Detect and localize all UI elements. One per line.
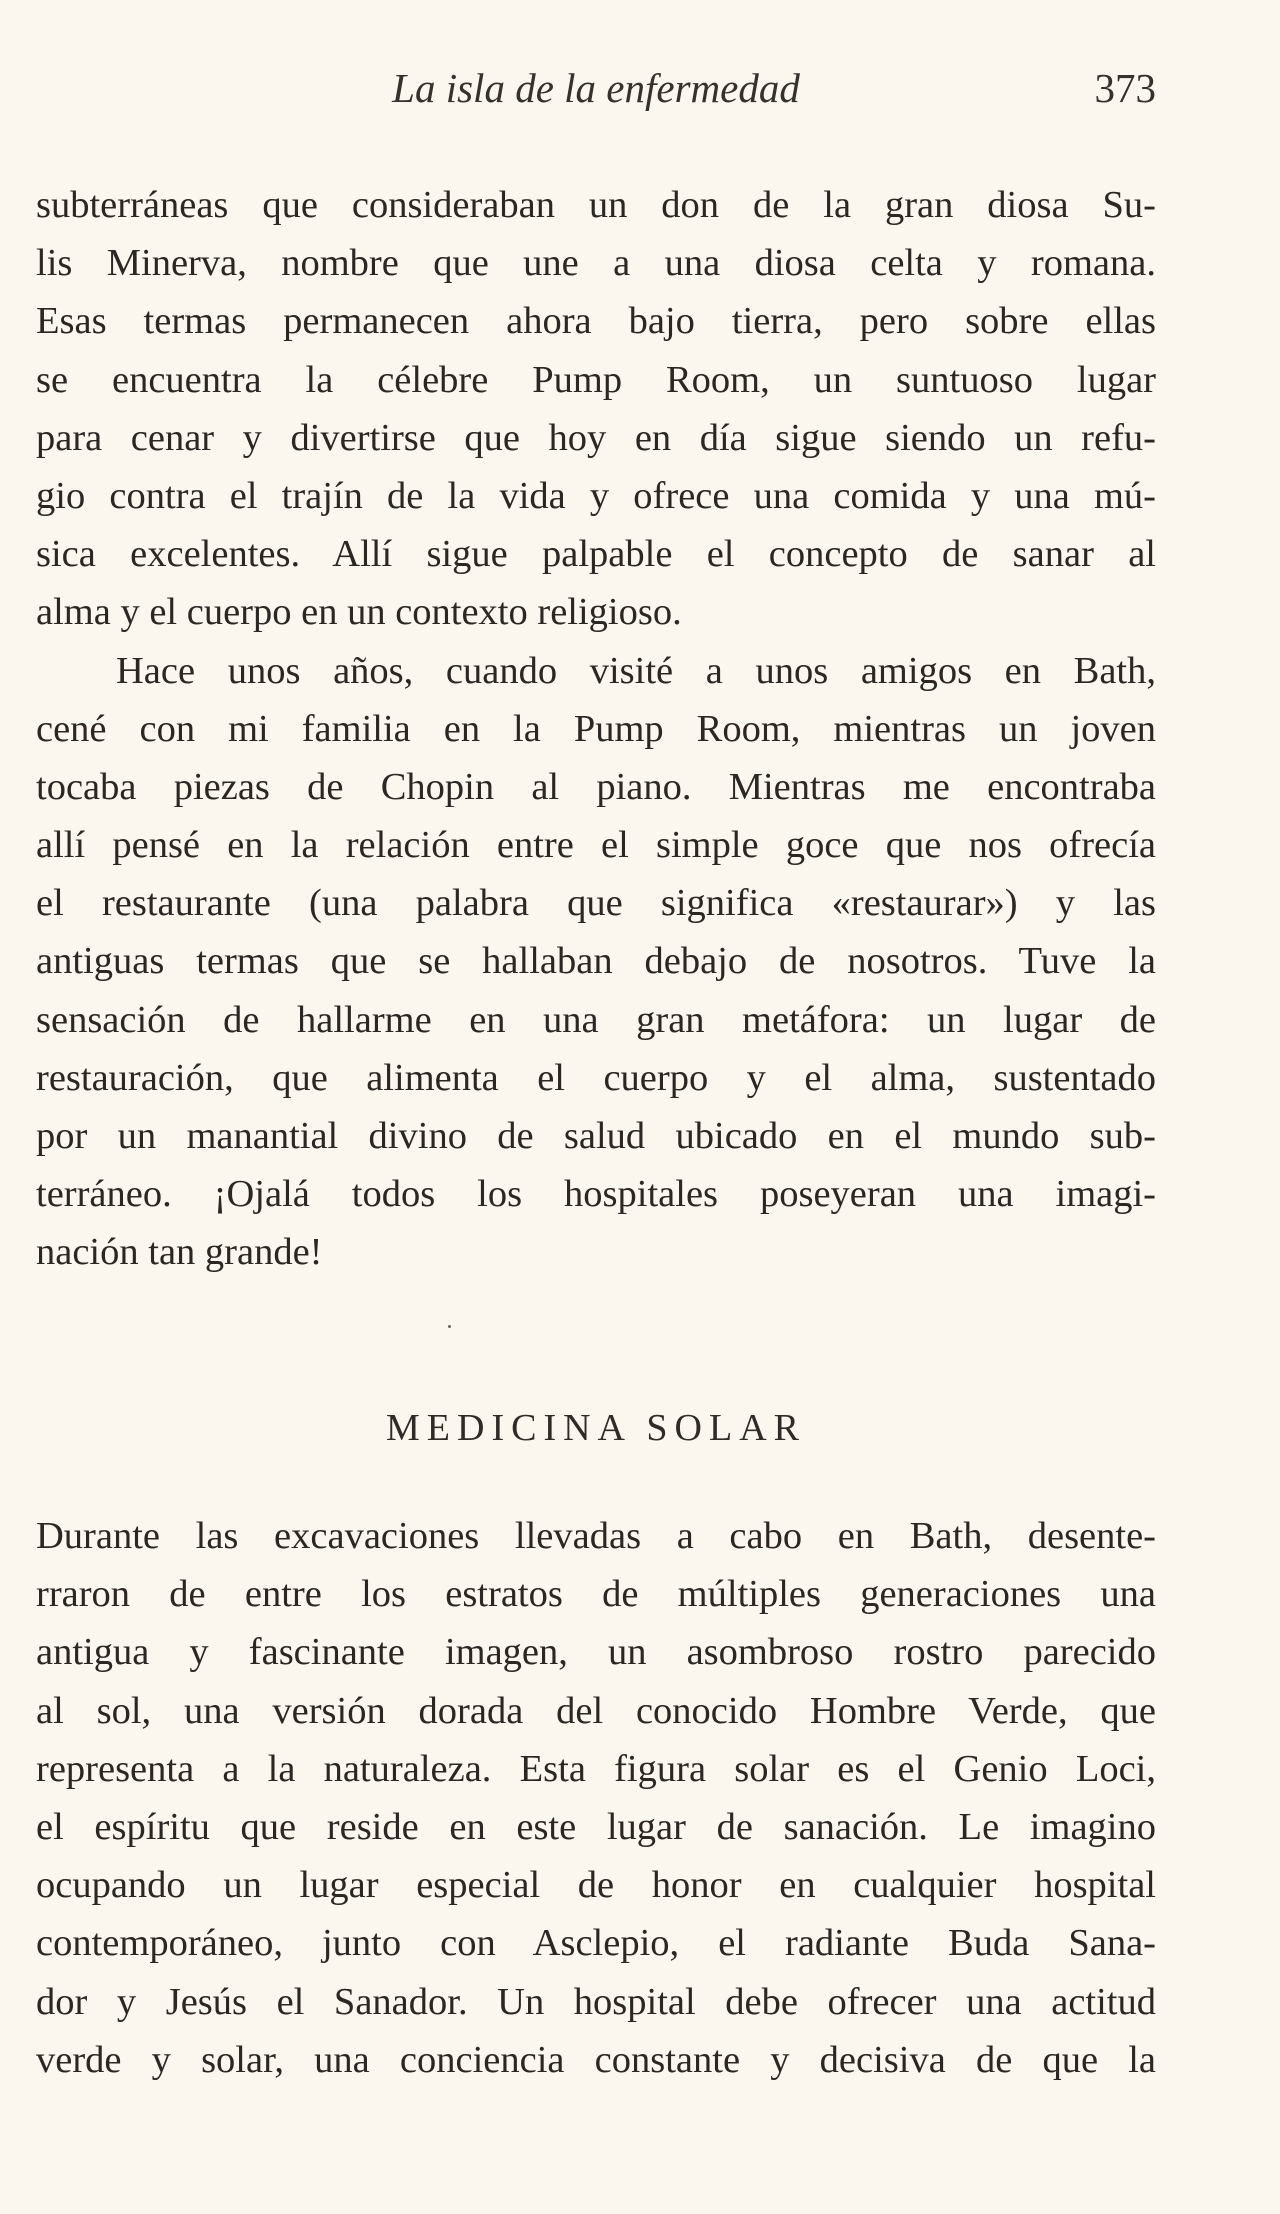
paragraph-2-line-9: por un manantial divino de salud ubicado en el mundo sub- xyxy=(36,1115,1156,1157)
section-line-8: contemporáneo, junto con Asclepio, el radiante Buda Sana- xyxy=(36,1922,1156,1965)
section-heading: MEDICINA SOLAR xyxy=(386,1407,806,1449)
paragraph-2-line-7: sensación de hallarme en una gran metáfora: un lugar de xyxy=(36,998,1156,1041)
section-line-9: dor y Jesús el Sanador. Un hospital debe ofrecer una actitud xyxy=(36,1980,1156,2023)
paragraph-1-line-1: subterráneas que consideraban un don de la gran diosa Su- xyxy=(36,184,1156,226)
paragraph-1-line-7: sica excelentes. Allí sigue palpable el concepto de sanar al xyxy=(36,533,1156,576)
paragraph-2-line-5: el restaurante (una palabra que significa «restaurar») y las xyxy=(36,882,1156,925)
paragraph-2-line-3: tocaba piezas de Chopin al piano. Mientras me encontraba xyxy=(36,765,1156,808)
section-line-6: el espíritu que reside en este lugar de sanación. Le imagino xyxy=(36,1805,1156,1848)
section-line-2: rraron de entre los estratos de múltiples generaciones una xyxy=(36,1573,1156,1616)
body-text-section xyxy=(36,1507,1156,2089)
section-line-7: ocupando un lugar especial de honor en cualquier hospital xyxy=(36,1864,1156,1907)
paragraph-1-line-8: alma y el cuerpo en un contexto religioso. xyxy=(36,591,682,634)
section-divider-dot xyxy=(448,1325,451,1328)
section-line-4: al sol, una versión dorada del conocido Hombre Verde, que xyxy=(36,1689,1156,1732)
paragraph-1-line-5: para cenar y divertirse que hoy en día sigue siendo un refu- xyxy=(36,416,1156,459)
paragraph-1-line-4: se encuentra la célebre Pump Room, un suntuoso lugar xyxy=(36,358,1156,401)
section-line-10: verde y solar, una conciencia constante y decisiva de que la xyxy=(36,2038,1156,2081)
paragraph-2-line-8: restauración, que alimenta el cuerpo y el alma, sustentado xyxy=(36,1056,1156,1099)
paragraph-1-line-2: lis Minerva, nombre que une a una diosa celta y romana. xyxy=(36,242,1156,285)
section-line-3: antigua y fascinante imagen, un asombroso rostro parecido xyxy=(36,1631,1156,1674)
body-text-top xyxy=(36,176,1156,1282)
running-title: La isla de la enfermedad xyxy=(392,65,800,111)
section-line-5: representa a la naturaleza. Esta figura solar es el Genio Loci, xyxy=(36,1747,1156,1790)
paragraph-2-line-1: Hace unos años, cuando visité a unos amigos en Bath, xyxy=(116,649,1156,692)
paragraph-1-line-3: Esas termas permanecen ahora bajo tierra, pero sobre ellas xyxy=(36,300,1156,343)
paragraph-2-line-4: allí pensé en la relación entre el simple goce que nos ofrecía xyxy=(36,824,1156,867)
paragraph-2-line-6: antiguas termas que se hallaban debajo de nosotros. Tuve la xyxy=(36,940,1156,983)
running-header xyxy=(36,60,1156,116)
section-line-1: Durante las excavaciones llevadas a cabo en Bath, desente- xyxy=(36,1515,1156,1557)
paragraph-2-line-2: cené con mi familia en la Pump Room, mientras un joven xyxy=(36,707,1156,750)
paragraph-2-line-11: nación tan grande! xyxy=(36,1231,323,1274)
paragraph-2-line-10: terráneo. ¡Ojalá todos los hospitales poseyeran una imagi- xyxy=(36,1173,1156,1216)
page-number: 373 xyxy=(1094,65,1156,111)
paragraph-1-line-6: gio contra el trajín de la vida y ofrece una comida y una mú- xyxy=(36,474,1156,517)
